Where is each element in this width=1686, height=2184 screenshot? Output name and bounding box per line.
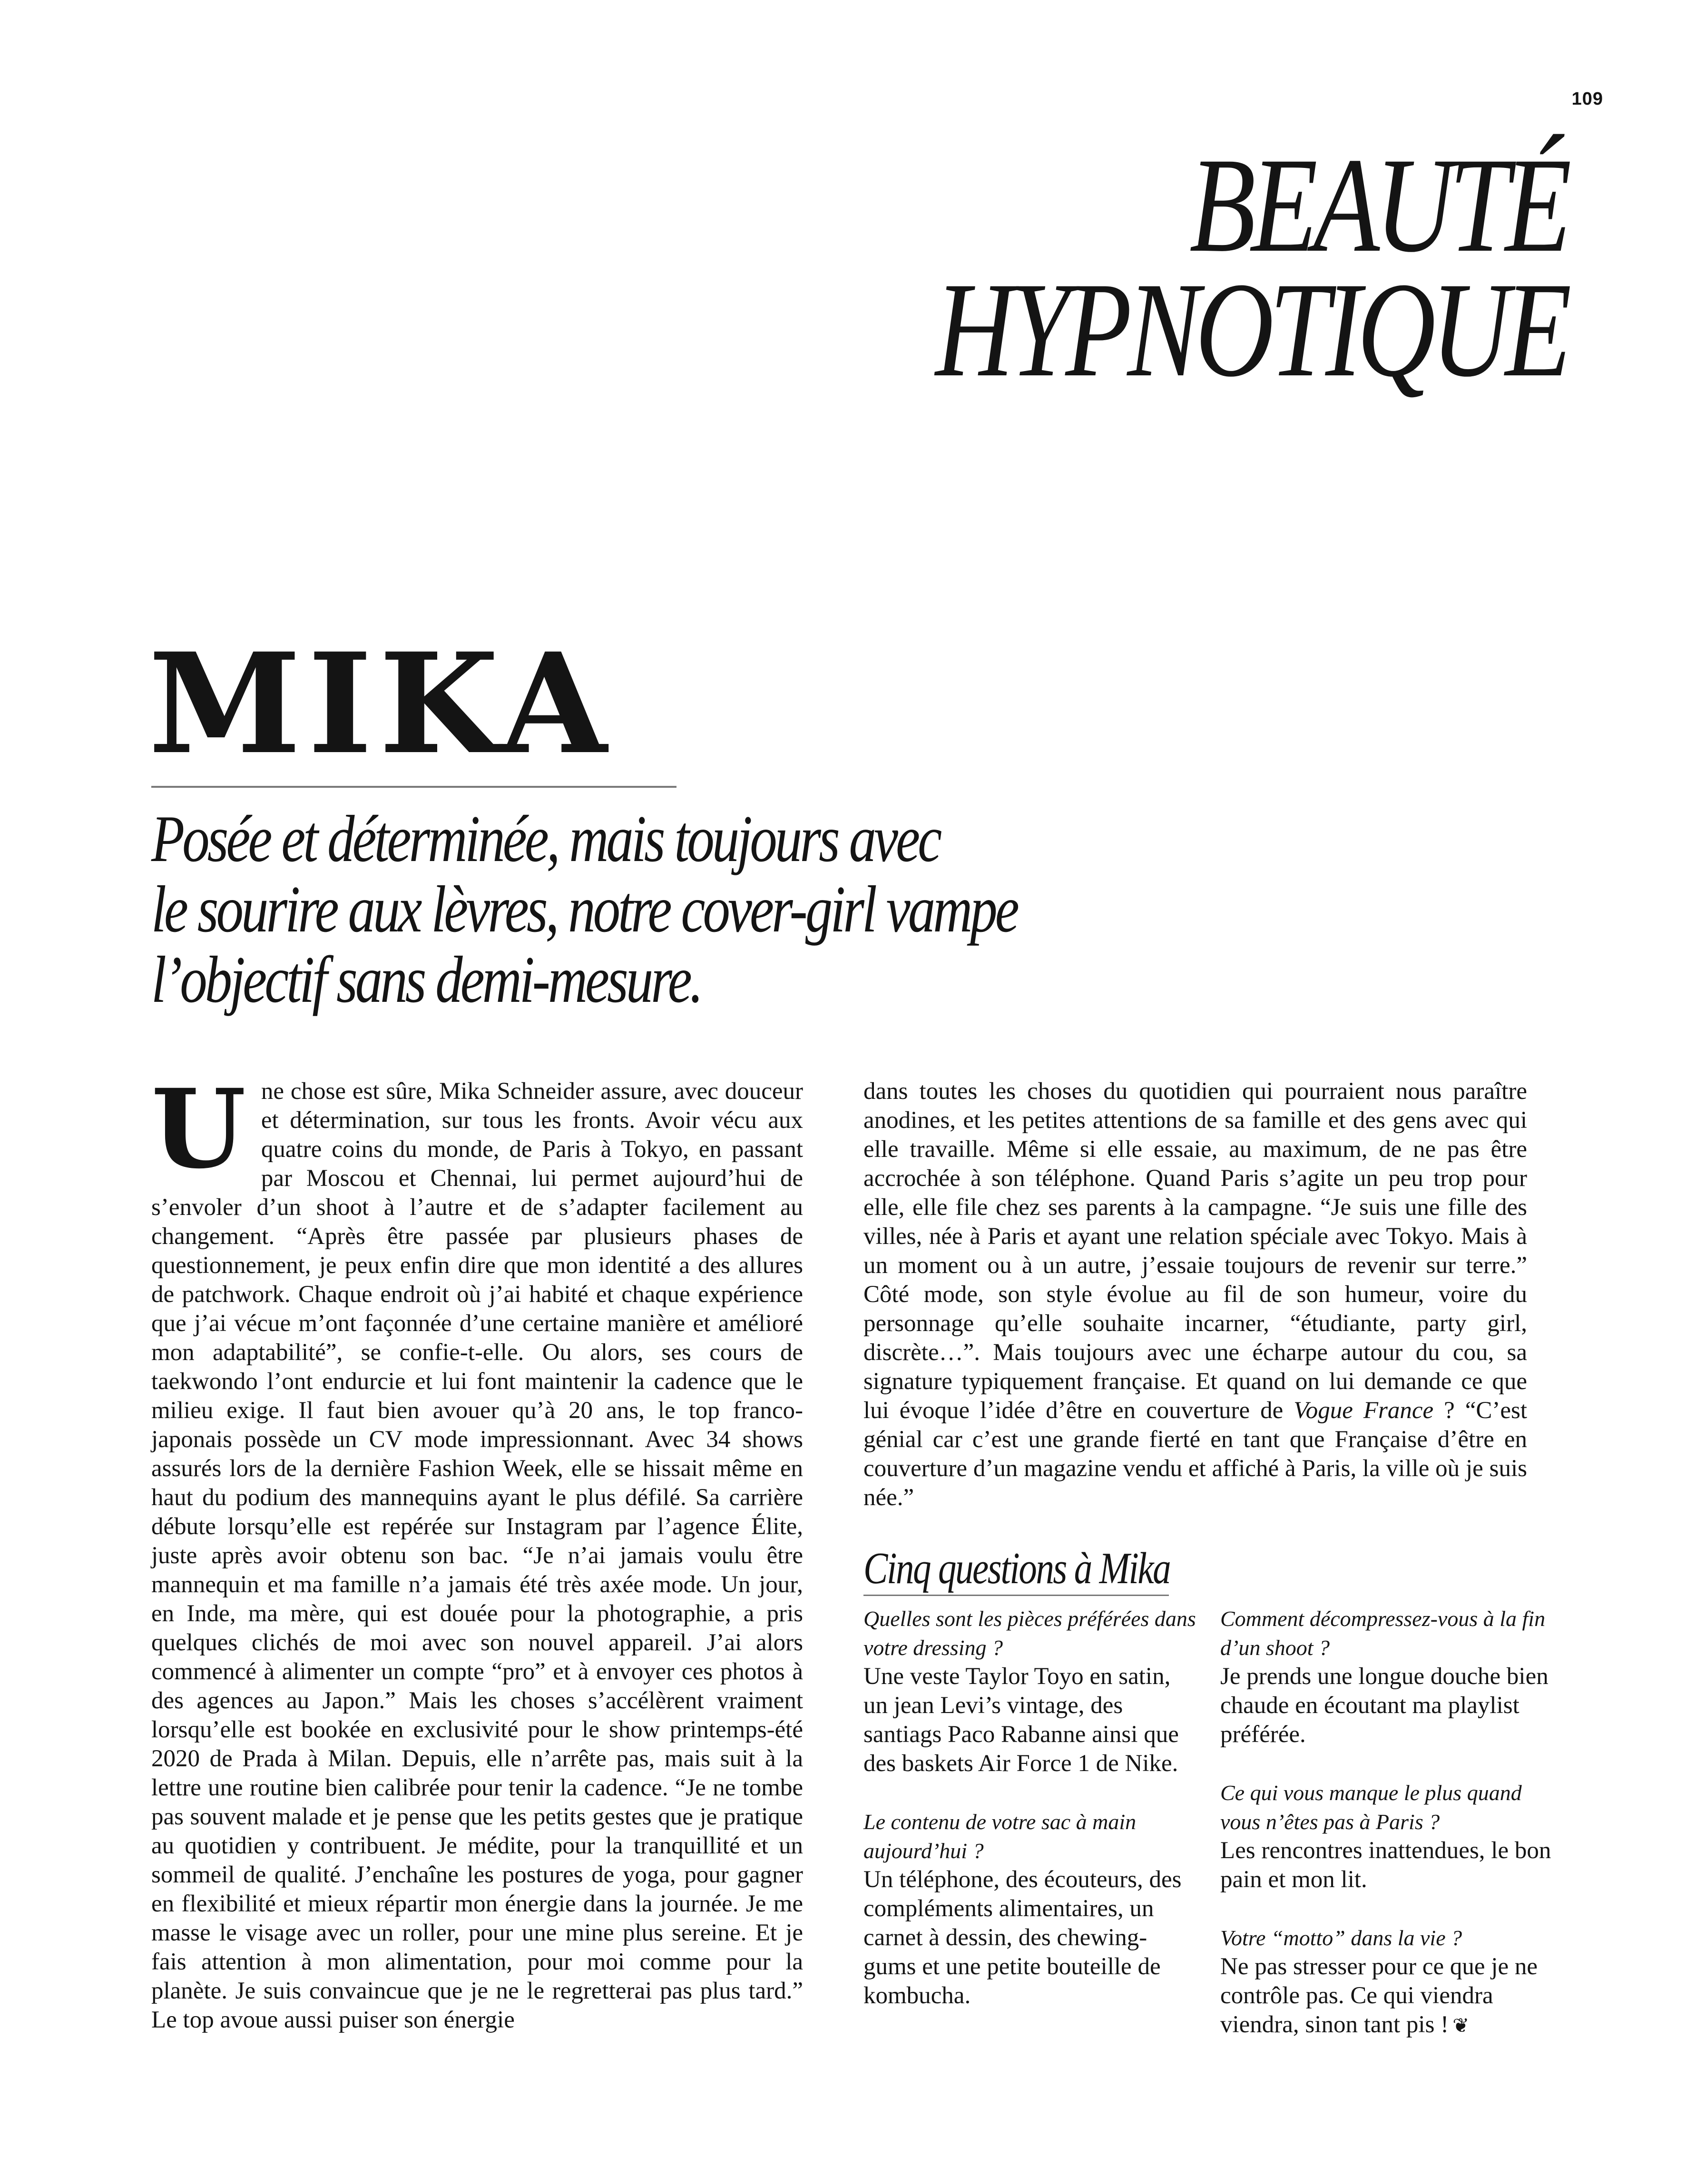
qa-item bbox=[1220, 1604, 1553, 1749]
answer: Je prends une longue douche bien chaude en écoutant ma playlist préférée. bbox=[1220, 1663, 1549, 1748]
deck-line-3: l’objectif sans demi-mesure. bbox=[151, 943, 701, 1017]
interview-column-left bbox=[863, 1604, 1196, 2039]
question: Comment décompressez-vous à la fin d’un shoot ? bbox=[1220, 1606, 1546, 1660]
answer: Un téléphone, des écouteurs, des compléments alimentaires, un carnet à dessin, des chewing-gums et une petite bouteille de kombucha. bbox=[863, 1866, 1182, 2009]
section-title-line-2: HYPNOTIQUE bbox=[935, 254, 1567, 405]
qa-item bbox=[1220, 1778, 1553, 1894]
qa-item bbox=[863, 1807, 1196, 2010]
drop-cap: U bbox=[151, 1065, 246, 1193]
headline-rule bbox=[151, 786, 676, 788]
qa-item bbox=[863, 1604, 1196, 1778]
page-number: 109 bbox=[1571, 89, 1603, 109]
article-column-left bbox=[151, 1065, 803, 2035]
article-column-right bbox=[863, 1077, 1527, 1512]
question: Quelles sont les pièces préférées dans votre dressing ? bbox=[863, 1606, 1196, 1660]
answer: Une veste Taylor Toyo en satin, un jean Levi’s vintage, des santiags Paco Rabanne ainsi que des baskets Air Force 1 de Nike. bbox=[863, 1663, 1179, 1777]
question: Ce qui vous manque le plus quand vous n’êtes pas à Paris ? bbox=[1220, 1781, 1522, 1834]
answer-text: Ne pas stresser pour ce que je ne contrôle pas. Ce qui viendra viendra, sinon tant pis ! bbox=[1220, 1953, 1538, 2038]
interview-column-right bbox=[1220, 1604, 1553, 2070]
interview-title: Cinq questions à Mika bbox=[863, 1544, 1170, 1593]
deck-subtitle bbox=[151, 804, 1166, 1015]
article-text-right-1: dans toutes les choses du quotidien qui pourraient nous paraître anodines, et les petites attentions de sa famille et des gens avec qui elle travaille. Même si elle essaie, au maximum, de ne pas être accrochée à son téléphone. Quand Paris s’agite un peu trop pour elle, elle file chez ses parents à la campagne. “Je suis une fille des villes, née à Paris et ayant une relation spéciale avec Tokyo. Mais à un moment ou à un autre, j’essaie toujours de revenir sur terre.” Côté mode, son style évolue au fil de son humeur, voire du personnage qu’elle souhaite incarner, “étudiante, party girl, discrète…”. Mais toujours avec une écharpe autour du cou, sa signature typiquement française. Et quand on lui demande ce que lui évoque l’idée d’être en couverture de bbox=[863, 1078, 1527, 1424]
article-text-left: ne chose est sûre, Mika Schneider assure, avec douceur et détermination, sur tous les fronts. Avoir vécu aux quatre coins du monde, de Paris à Tokyo, en passant par Moscou et Chennai, lui permet aujourd’hui de s’envoler d’un shoot à l’autre et de s’adapter facilement au changement. “Après être passée par plusieurs phases de questionnement, je peux enfin dire que mon identité a des allures de patchwork. Chaque endroit où j’ai habité et chaque expérience que j’ai vécue m’ont façonnée d’une certaine manière et amélioré mon adaptabilité”, se confie-t-elle. Ou alors, ses cours de taekwondo l’ont endurcie et lui font maintenir la cadence que le milieu exige. Il faut bien avouer qu’à 20 ans, le top franco-japonais possède un CV mode impressionnant. Avec 34 shows assurés lors de la dernière Fashion Week, elle se hissait même en haut du podium des mannequins ayant le plus défilé. Sa carrière débute lorsqu’elle est repérée sur Instagram par l’agence Élite, juste après avoir obtenu son bac. “Je n’ai jamais voulu être mannequin et ma famille n’a jamais été très axée mode. Un jour, en Inde, ma mère, qui est douée pour la photographie, a pris quelques clichés de moi avec son nouvel appareil. J’ai alors commencé à alimenter un compte “pro” et à envoyer ces photos à des agences au Japon.” Mais les choses s’accélèrent vraiment lorsqu’elle est bookée en exclusivité pour le show printemps-été 2020 de Prada à Milan. Depuis, elle n’arrête pas, mais suit à la lettre une routine bien calibrée pour tenir la cadence. “Je ne tombe pas souvent malade et je pense que les petits gestes que je pratique au quotidien y contribuent. Je médite, pour la tranquillité et un sommeil de qualité. J’enchaîne les postures de yoga, pour gagner en flexibilité et mieux répartir mon énergie dans la journée. Je me masse le visage avec un roller, pour une mine plus sereine. Et je fais attention à mon alimentation, pour moi comme pour la planète. Je suis convaincue que je ne le regretterai pas plus tard.” Le top avoue aussi puiser son énergie bbox=[151, 1078, 803, 2033]
qa-item bbox=[1220, 1923, 1553, 2041]
headline-name: MIKA bbox=[148, 623, 614, 785]
interview-rule bbox=[863, 1595, 1169, 1596]
section-title bbox=[806, 129, 1567, 405]
deck-line-2: le sourire aux lèvres, notre cover-girl vampe bbox=[151, 872, 1017, 946]
vogue-end-mark-icon: ❦ bbox=[1452, 2015, 1470, 2037]
deck-line-1: Posée et déterminée, mais toujours avec bbox=[151, 802, 940, 876]
answer bbox=[1220, 1952, 1553, 2041]
magazine-title: Vogue France bbox=[1294, 1397, 1434, 1424]
section-title-line-1: BEAUTÉ bbox=[1189, 129, 1567, 280]
question: Votre “motto” dans la vie ? bbox=[1220, 1926, 1462, 1950]
article-text-right-2: ? “C’est génial car c’est une grande fierté en tant que Française d’être en couverture d’un magazine vendu et affiché à Paris, la ville où je suis née.” bbox=[863, 1397, 1527, 1511]
answer: Les rencontres inattendues, le bon pain et mon lit. bbox=[1220, 1837, 1551, 1893]
question: Le contenu de votre sac à main aujourd’hui ? bbox=[863, 1810, 1137, 1863]
